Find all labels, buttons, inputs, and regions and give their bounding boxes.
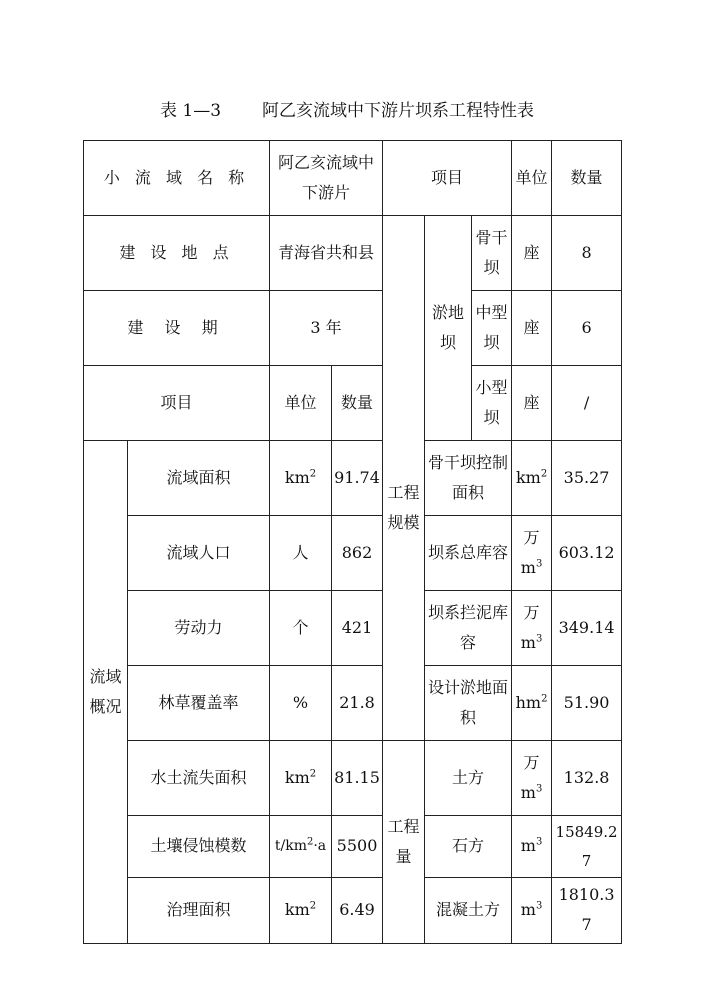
- overview-unit: $km^2$: [270, 878, 332, 944]
- scale-unit: $hm^2$: [512, 666, 552, 741]
- table-row: [84, 878, 622, 944]
- quantity-qty: 15849.27: [552, 816, 622, 878]
- scale-item: 设计淤地面积: [425, 666, 512, 741]
- table-caption: [0, 96, 703, 126]
- overview-item: 林草覆盖率: [128, 666, 270, 741]
- left-header-qty: 数量: [332, 366, 383, 441]
- scale-item: 骨干坝控制面积: [425, 441, 512, 516]
- right-header-item: 项目: [383, 141, 512, 216]
- dam-unit: 座: [512, 366, 552, 441]
- overview-item: 治理面积: [128, 878, 270, 944]
- scale-item: 坝系总库容: [425, 516, 512, 591]
- dam-qty: 8: [552, 216, 622, 291]
- dam-unit: 座: [512, 216, 552, 291]
- table-row: [84, 216, 622, 291]
- scale-qty: 51.90: [552, 666, 622, 741]
- watershed-name-value: 阿乙亥流域中下游片: [270, 141, 383, 216]
- table-number: 表 1—3: [160, 101, 222, 121]
- overview-unit: $km^2$: [270, 741, 332, 816]
- overview-unit: $t/km^2\cdot a$: [270, 816, 332, 878]
- location-label: 建 设 地 点: [84, 216, 270, 291]
- table-row: [84, 741, 622, 816]
- dam-type: 骨干坝: [472, 216, 512, 291]
- right-header-qty: 数量: [552, 141, 622, 216]
- overview-qty: 421: [332, 591, 383, 666]
- overview-unit: 人: [270, 516, 332, 591]
- engineering-quantity-group: 工程量: [383, 741, 425, 944]
- watershed-overview-group: 流域概况: [84, 441, 128, 944]
- quantity-qty: 132.8: [552, 741, 622, 816]
- scale-qty: 349.14: [552, 591, 622, 666]
- quantity-unit: $m^3$: [512, 878, 552, 944]
- overview-item: 流域面积: [128, 441, 270, 516]
- engineering-scale-group: [383, 216, 425, 741]
- scale-qty: 35.27: [552, 441, 622, 516]
- overview-item: 水土流失面积: [128, 741, 270, 816]
- table-row: [84, 366, 622, 441]
- quantity-item: 土方: [425, 741, 512, 816]
- dam-unit: 座: [512, 291, 552, 366]
- table-row: [84, 291, 622, 366]
- table-row: [84, 516, 622, 591]
- dam-type: 中型坝: [472, 291, 512, 366]
- quantity-unit: 万 $m^3$: [512, 741, 552, 816]
- scale-item: 坝系拦泥库容: [425, 591, 512, 666]
- dam-type: 小型坝: [472, 366, 512, 441]
- overview-qty: 21.8: [332, 666, 383, 741]
- overview-qty: 5500: [332, 816, 383, 878]
- period-label: 建 设 期: [84, 291, 270, 366]
- dam-qty: /: [552, 366, 622, 441]
- overview-qty: 862: [332, 516, 383, 591]
- location-value: 青海省共和县: [270, 216, 383, 291]
- left-header-unit: 单位: [270, 366, 332, 441]
- quantity-unit: $m^3$: [512, 816, 552, 878]
- overview-unit: $km^2$: [270, 441, 332, 516]
- right-header-unit: 单位: [512, 141, 552, 216]
- watershed-name-label: 小 流 域 名 称: [84, 141, 270, 216]
- scale-unit: 万 $m^3$: [512, 516, 552, 591]
- overview-item: 土壤侵蚀模数: [128, 816, 270, 878]
- period-value: 3 年: [270, 291, 383, 366]
- table-row: [84, 441, 622, 516]
- scale-qty: 603.12: [552, 516, 622, 591]
- overview-item: 流域人口: [128, 516, 270, 591]
- table-row: [84, 816, 622, 878]
- overview-item: 劳动力: [128, 591, 270, 666]
- dam-system-spec-table: [83, 140, 622, 944]
- dam-qty: 6: [552, 291, 622, 366]
- quantity-item: 混凝土方: [425, 878, 512, 944]
- overview-unit: 个: [270, 591, 332, 666]
- table-row: [84, 141, 622, 216]
- table-row: [84, 591, 622, 666]
- scale-unit: $km^2$: [512, 441, 552, 516]
- table-title: 阿乙亥流域中下游片坝系工程特性表: [262, 101, 534, 121]
- engineering-scale-label: 工程规模: [387, 482, 420, 532]
- left-header-item: 项目: [84, 366, 270, 441]
- overview-qty: 91.74: [332, 441, 383, 516]
- table-row: [84, 666, 622, 741]
- check-dam-group: 淤地坝: [425, 216, 472, 441]
- scale-unit: 万 $m^3$: [512, 591, 552, 666]
- overview-qty: 81.15: [332, 741, 383, 816]
- overview-unit: %: [270, 666, 332, 741]
- overview-qty: 6.49: [332, 878, 383, 944]
- quantity-item: 石方: [425, 816, 512, 878]
- quantity-qty: 1810.37: [552, 878, 622, 944]
